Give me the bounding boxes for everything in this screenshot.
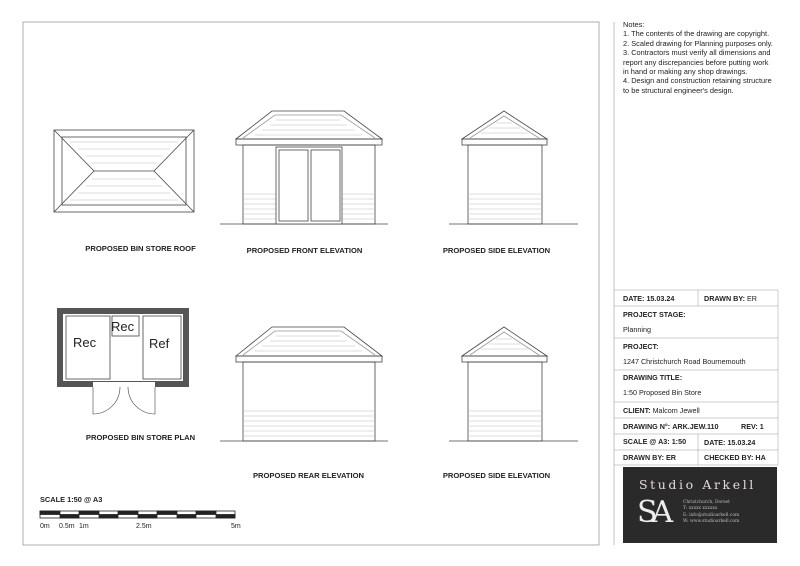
note-line: 3. Contractors must verify all dimensions and [623, 48, 771, 58]
label-side-elevation-bottom: PROPOSED SIDE ELEVATION [442, 471, 551, 480]
note-line: 4. Design and construction retaining structure [623, 76, 772, 86]
scale-tick: 1m [79, 523, 89, 530]
note-line: 1. The contents of the drawing are copyright. [623, 29, 770, 39]
tb-drawn-by: DRAWN BY: ER [704, 294, 757, 303]
tb-project-label: PROJECT: [623, 342, 659, 351]
scale-tick: 2.5m [136, 523, 152, 530]
scale-bar [40, 511, 235, 518]
label-front-elevation: PROPOSED FRONT ELEVATION [246, 246, 363, 255]
tb-client: CLIENT: Malcom Jewell [623, 406, 700, 415]
label-plan: PROPOSED BIN STORE PLAN [85, 433, 196, 442]
tb-revision: REV: 1 [741, 422, 764, 431]
front-elevation-drawing [220, 111, 388, 224]
tb-project: 1247 Christchurch Road Bournemouth [623, 357, 746, 366]
tb-drawn-by-2: DRAWN BY: ER [623, 453, 676, 462]
label-side-elevation-top: PROPOSED SIDE ELEVATION [442, 246, 551, 255]
logo-contact-line: T: xxxxx xxxxxx [683, 506, 718, 512]
logo-wordmark: Studio Arkell [639, 477, 756, 492]
tb-scale: SCALE @ A3: 1:50 [623, 437, 687, 446]
drawing-frame [23, 22, 599, 545]
roof-plan-drawing [54, 130, 194, 212]
tb-project-stage: Planning [623, 325, 651, 334]
plan-label-rec-left: Rec [73, 335, 97, 350]
note-line: 2. Scaled drawing for Planning purposes only. [623, 38, 773, 48]
logo-contact-line: W: www.studioarkell.com [683, 519, 740, 525]
tb-drawing-title: 1:50 Proposed Bin Store [623, 388, 702, 397]
rear-elevation-drawing [220, 327, 388, 441]
scale-tick: 5m [231, 523, 241, 530]
logo-monogram: SA [637, 495, 668, 530]
scale-tick: 0m [40, 523, 50, 530]
tb-date-2: DATE: 15.03.24 [704, 438, 756, 447]
studio-logo [623, 467, 777, 543]
notes-block [623, 20, 795, 95]
tb-drawing-number: DRAWING N°: ARK.JEW.110 [623, 422, 719, 431]
scale-tick: 0.5m [59, 523, 75, 530]
side-elevation-top-drawing [449, 111, 578, 224]
scale-bar-title: SCALE 1:50 @ A3 [40, 495, 103, 504]
tb-project-stage-label: PROJECT STAGE: [623, 310, 686, 319]
label-rear-elevation: PROPOSED REAR ELEVATION [252, 471, 365, 480]
note-line: report any discrepancies before putting work [623, 57, 769, 67]
side-elevation-bottom-drawing [449, 327, 578, 441]
tb-date: DATE: 15.03.24 [623, 294, 675, 303]
plan-label-rec-mid: Rec [111, 319, 135, 334]
logo-contact-line: E: info@studioarkell.com [683, 512, 740, 518]
tb-checked-by: CHECKED BY: HA [704, 453, 766, 462]
logo-contact [683, 500, 739, 526]
note-line: to be structural engineer's design. [623, 85, 734, 95]
tb-drawing-title-label: DRAWING TITLE: [623, 373, 683, 382]
label-roof: PROPOSED BIN STORE ROOF [85, 244, 196, 253]
plan-label-ref: Ref [149, 336, 170, 351]
notes-heading: Notes: [623, 20, 645, 29]
note-line: in hand or making any shop drawings. [623, 67, 748, 77]
logo-contact-line: Christchurch, Dorset [683, 500, 730, 505]
